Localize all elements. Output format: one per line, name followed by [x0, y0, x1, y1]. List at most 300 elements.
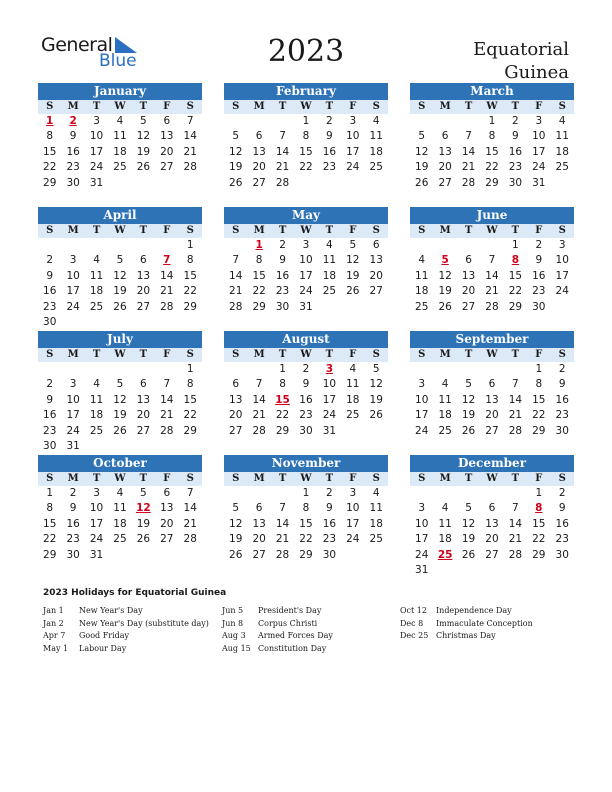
day-cell — [480, 563, 503, 578]
day-cell — [155, 439, 178, 454]
day-cell: 5 — [418, 130, 426, 143]
weekday-label: T — [325, 349, 334, 360]
day-cell: 2 — [558, 363, 566, 375]
holiday-name: Labour Day — [79, 643, 127, 653]
holiday-item — [222, 643, 333, 656]
day-cell — [457, 238, 480, 253]
day-cell: 29 — [252, 300, 266, 313]
day-cell: 14 — [160, 393, 174, 406]
week-row — [38, 269, 202, 284]
holiday-item — [400, 630, 533, 643]
month-december — [410, 455, 574, 578]
day-cell — [85, 238, 108, 253]
weekday-label: M — [439, 473, 451, 484]
day-cell: 4 — [93, 378, 100, 391]
weekday-label: T — [92, 349, 101, 360]
day-cell: 9 — [279, 254, 286, 267]
month-title: July — [38, 331, 202, 348]
day-cell: 20 — [136, 285, 151, 298]
day-cell: 16 — [275, 269, 290, 282]
month-june — [410, 207, 574, 315]
day-cell — [433, 563, 456, 578]
day-cell — [179, 548, 202, 563]
day-cell — [247, 486, 270, 501]
weekday-label: M — [253, 225, 265, 236]
day-cell: 17 — [89, 145, 104, 158]
holiday-item — [400, 618, 533, 631]
day-cell: 7 — [279, 130, 286, 143]
day-cell: 10 — [346, 130, 360, 143]
day-cell: 18 — [322, 269, 337, 282]
day-cell: 22 — [508, 285, 523, 298]
holiday-item — [222, 605, 333, 618]
weekday-label: S — [372, 473, 380, 484]
holiday-item — [400, 605, 533, 618]
day-cell: 25 — [415, 300, 429, 313]
day-cell: 25 — [89, 424, 104, 437]
weekday-label: M — [439, 225, 451, 236]
day-cell: 10 — [555, 254, 569, 267]
weekday-label: F — [163, 101, 171, 112]
day-cell: 13 — [369, 254, 383, 267]
day-cell: 8 — [46, 130, 54, 143]
weekday-label: W — [300, 473, 312, 484]
day-cell: 19 — [229, 533, 243, 546]
week-row — [224, 362, 388, 377]
weekday-label: S — [558, 349, 566, 360]
day-cell: 13 — [485, 393, 499, 406]
month-september — [410, 331, 574, 439]
week-row — [224, 548, 388, 563]
weekday-label: S — [186, 473, 194, 484]
holiday-item — [43, 618, 209, 631]
week-row — [38, 424, 202, 439]
weekday-header — [224, 224, 388, 238]
week-row — [410, 517, 574, 532]
day-cell — [132, 238, 155, 253]
day-cell: 31 — [532, 176, 546, 189]
holidays-column — [222, 605, 333, 655]
day-cell: 17 — [415, 533, 429, 546]
day-cell: 1 — [46, 487, 54, 499]
weekday-label: T — [511, 473, 520, 484]
day-cell: 10 — [415, 393, 429, 406]
day-cell: 8 — [302, 130, 310, 143]
day-cell: 26 — [461, 424, 476, 437]
week-row — [38, 501, 202, 516]
day-cell — [179, 439, 202, 454]
day-cell: 11 — [346, 378, 360, 391]
day-cell: 11 — [113, 502, 127, 515]
day-cell: 30 — [66, 176, 80, 189]
weekday-header — [410, 100, 574, 114]
day-cell: 17 — [532, 145, 546, 158]
weekday-label: S — [232, 225, 240, 236]
day-cell: 24 — [89, 161, 104, 174]
day-cell: 4 — [441, 502, 449, 515]
month-february — [224, 83, 388, 191]
weekday-label: W — [486, 225, 498, 236]
holiday-day-cell: 2 — [69, 115, 77, 127]
week-row — [38, 439, 202, 454]
day-cell — [504, 362, 527, 377]
day-cell: 7 — [512, 378, 519, 391]
weekday-label: S — [558, 473, 566, 484]
day-cell: 28 — [160, 424, 174, 437]
week-row — [224, 486, 388, 501]
day-cell: 18 — [555, 145, 569, 158]
day-cell: 30 — [555, 548, 569, 561]
month-title: January — [38, 83, 202, 100]
day-cell — [61, 315, 84, 330]
weekday-label: W — [300, 225, 312, 236]
day-cell — [341, 300, 364, 315]
day-cell: 19 — [136, 145, 151, 158]
day-cell: 26 — [346, 285, 360, 298]
day-cell: 1 — [535, 363, 543, 375]
holiday-date: Jun 5 — [222, 606, 244, 615]
day-cell: 28 — [183, 533, 197, 546]
day-cell: 6 — [488, 502, 496, 515]
country-name — [473, 38, 569, 84]
day-cell: 21 — [160, 409, 174, 422]
logo-text-general: General — [41, 34, 113, 56]
day-cell: 18 — [415, 285, 429, 298]
weekday-label: S — [186, 225, 194, 236]
day-cell: 24 — [532, 161, 546, 174]
day-cell — [38, 238, 61, 253]
week-row — [38, 532, 202, 547]
day-cell — [457, 486, 480, 501]
holiday-name: Constitution Day — [258, 643, 327, 653]
day-cell: 25 — [322, 285, 337, 298]
day-cell: 4 — [326, 239, 333, 251]
day-cell: 7 — [186, 115, 194, 127]
week-row — [38, 238, 202, 253]
day-cell — [247, 114, 270, 129]
day-cell: 3 — [535, 115, 543, 127]
day-cell: 19 — [461, 409, 476, 422]
day-cell: 5 — [232, 130, 240, 143]
week-row — [224, 145, 388, 160]
day-cell: 8 — [255, 254, 263, 267]
day-cell — [132, 362, 155, 377]
day-cell: 26 — [113, 300, 127, 313]
day-cell: 3 — [349, 487, 357, 499]
day-cell: 4 — [349, 363, 357, 375]
weekday-header — [410, 348, 574, 362]
weekday-label: T — [464, 473, 473, 484]
day-cell — [341, 424, 364, 439]
weekday-label: T — [464, 349, 473, 360]
weekday-header — [38, 348, 202, 362]
day-cell: 10 — [89, 502, 104, 515]
day-cell: 20 — [160, 517, 174, 530]
day-cell: 2 — [69, 487, 77, 499]
day-cell: 27 — [485, 424, 499, 437]
day-cell: 3 — [349, 115, 357, 127]
week-row — [410, 563, 574, 578]
day-cell: 15 — [43, 145, 57, 158]
weekday-label: T — [278, 473, 287, 484]
day-cell: 18 — [89, 409, 104, 422]
day-cell — [365, 300, 388, 315]
day-cell: 13 — [136, 269, 151, 282]
week-row — [410, 501, 574, 516]
weekday-label: S — [46, 473, 54, 484]
day-cell: 8 — [535, 378, 543, 391]
month-may — [224, 207, 388, 315]
month-title: March — [410, 83, 574, 100]
day-cell: 29 — [43, 548, 57, 561]
holiday-date: Jan 1 — [43, 606, 64, 615]
week-row — [38, 486, 202, 501]
day-cell: 23 — [43, 424, 57, 437]
day-cell: 23 — [299, 409, 313, 422]
month-title: November — [224, 455, 388, 472]
day-cell — [341, 548, 364, 563]
week-row — [224, 238, 388, 253]
day-cell: 3 — [302, 239, 310, 251]
weekday-label: T — [92, 473, 101, 484]
holiday-day-cell: 8 — [535, 502, 543, 515]
day-cell — [179, 315, 202, 330]
day-cell: 24 — [346, 533, 360, 546]
country-name-line-1: Equatorial — [473, 39, 569, 60]
day-cell: 23 — [322, 161, 337, 174]
day-cell: 12 — [229, 145, 243, 158]
holiday-day-cell: 15 — [275, 393, 290, 406]
day-cell: 25 — [346, 409, 360, 422]
day-cell: 5 — [116, 378, 124, 391]
day-cell: 2 — [302, 363, 310, 375]
day-cell: 12 — [346, 254, 360, 267]
holiday-date: Aug 3 — [222, 631, 246, 640]
weekday-label: T — [511, 225, 520, 236]
day-cell — [480, 486, 503, 501]
day-cell — [410, 238, 433, 253]
day-cell: 16 — [555, 393, 569, 406]
weekday-label: T — [278, 225, 287, 236]
day-cell: 1 — [186, 239, 194, 251]
weekday-header — [38, 100, 202, 114]
holiday-name: Christmas Day — [436, 631, 496, 640]
day-cell: 27 — [461, 300, 476, 313]
day-cell: 3 — [558, 239, 566, 251]
day-cell: 30 — [299, 424, 313, 437]
month-title: December — [410, 455, 574, 472]
day-cell: 5 — [465, 378, 472, 391]
day-cell: 1 — [535, 487, 543, 499]
day-cell — [457, 362, 480, 377]
day-cell — [271, 114, 294, 129]
day-cell: 28 — [275, 176, 290, 189]
day-cell: 11 — [415, 269, 429, 282]
day-cell: 15 — [252, 269, 266, 282]
day-cell: 24 — [322, 409, 337, 422]
week-row — [410, 408, 574, 423]
day-cell: 27 — [160, 533, 174, 546]
day-cell: 29 — [508, 300, 523, 313]
day-cell: 28 — [461, 176, 476, 189]
day-cell: 6 — [372, 239, 380, 251]
day-cell — [480, 362, 503, 377]
month-title: February — [224, 83, 388, 100]
day-cell — [179, 176, 202, 191]
week-row — [224, 253, 388, 268]
day-cell — [433, 486, 456, 501]
weekday-label: T — [325, 225, 334, 236]
week-row — [224, 269, 388, 284]
day-cell — [132, 548, 155, 563]
weekday-label: S — [418, 101, 426, 112]
month-july — [38, 331, 202, 454]
weekday-label: W — [114, 473, 126, 484]
day-cell: 6 — [465, 254, 472, 267]
week-row — [410, 362, 574, 377]
day-cell: 11 — [369, 130, 383, 143]
day-cell — [108, 548, 131, 563]
holiday-day-cell: 25 — [437, 548, 453, 561]
day-cell: 22 — [532, 409, 546, 422]
day-cell: 20 — [160, 145, 174, 158]
day-cell — [108, 315, 131, 330]
day-cell: 29 — [183, 424, 197, 437]
weekday-label: S — [418, 349, 426, 360]
day-cell: 16 — [508, 145, 523, 158]
holiday-name: New Year's Day — [79, 606, 143, 615]
weekday-label: M — [439, 349, 451, 360]
day-cell: 14 — [275, 145, 290, 158]
month-march — [410, 83, 574, 191]
day-cell: 27 — [485, 548, 499, 561]
day-cell: 6 — [140, 378, 147, 391]
day-cell: 15 — [532, 393, 546, 406]
holiday-date: Aug 15 — [222, 643, 251, 653]
day-cell: 8 — [302, 502, 310, 515]
day-cell: 30 — [555, 424, 569, 437]
day-cell — [38, 362, 61, 377]
holiday-date: Apr 7 — [43, 631, 66, 640]
day-cell: 24 — [555, 285, 569, 298]
day-cell: 18 — [346, 393, 360, 406]
day-cell: 25 — [113, 161, 127, 174]
day-cell: 15 — [183, 393, 197, 406]
day-cell: 20 — [485, 533, 499, 546]
day-cell — [132, 315, 155, 330]
day-cell: 18 — [438, 409, 452, 422]
day-cell: 5 — [232, 502, 240, 515]
day-cell: 29 — [532, 424, 546, 437]
day-cell — [433, 114, 456, 129]
day-cell: 23 — [275, 285, 290, 298]
week-row — [410, 393, 574, 408]
day-cell: 22 — [299, 161, 313, 174]
week-row — [410, 145, 574, 160]
day-cell — [85, 315, 108, 330]
day-cell: 30 — [43, 439, 57, 452]
day-cell: 12 — [369, 378, 383, 391]
weekday-label: T — [139, 101, 148, 112]
day-cell: 9 — [69, 502, 77, 515]
weekday-label: T — [139, 349, 148, 360]
day-cell: 1 — [186, 363, 194, 375]
day-cell — [365, 548, 388, 563]
day-cell: 7 — [163, 378, 171, 391]
day-cell: 27 — [160, 161, 174, 174]
day-cell: 28 — [183, 161, 197, 174]
week-row — [224, 408, 388, 423]
week-row — [410, 129, 574, 144]
day-cell: 21 — [275, 161, 290, 174]
day-cell: 30 — [275, 300, 290, 313]
day-cell: 7 — [279, 502, 286, 515]
day-cell — [433, 238, 456, 253]
day-cell: 8 — [46, 502, 54, 515]
day-cell: 12 — [415, 145, 429, 158]
day-cell: 6 — [441, 130, 449, 143]
holidays-title: 2023 Holidays for Equatorial Guinea — [43, 588, 227, 598]
weekday-label: F — [535, 101, 543, 112]
week-row — [38, 160, 202, 175]
day-cell: 19 — [415, 161, 429, 174]
week-row — [38, 548, 202, 563]
day-cell — [271, 486, 294, 501]
day-cell: 30 — [43, 315, 57, 328]
day-cell: 14 — [508, 517, 523, 530]
weekday-label: W — [300, 349, 312, 360]
day-cell: 28 — [485, 300, 499, 313]
day-cell — [155, 548, 178, 563]
month-january — [38, 83, 202, 191]
day-cell: 6 — [163, 115, 171, 127]
day-cell — [224, 486, 247, 501]
weekday-label: F — [349, 225, 357, 236]
day-cell: 19 — [113, 285, 127, 298]
day-cell: 13 — [160, 130, 174, 143]
week-row — [38, 517, 202, 532]
day-cell: 15 — [532, 517, 546, 530]
day-cell: 5 — [465, 502, 472, 515]
week-row — [410, 300, 574, 315]
day-cell: 29 — [532, 548, 546, 561]
day-cell: 13 — [461, 269, 476, 282]
week-row — [410, 269, 574, 284]
day-cell: 17 — [415, 409, 429, 422]
week-row — [410, 160, 574, 175]
holiday-date: May 1 — [43, 643, 69, 653]
day-cell: 2 — [326, 487, 333, 499]
week-row — [224, 300, 388, 315]
day-cell: 16 — [322, 145, 337, 158]
day-cell: 25 — [89, 300, 104, 313]
day-cell: 5 — [372, 363, 380, 375]
day-cell: 24 — [89, 533, 104, 546]
weekday-header — [224, 100, 388, 114]
day-cell: 16 — [66, 145, 80, 158]
holiday-item — [43, 643, 209, 656]
day-cell: 3 — [69, 254, 77, 267]
weekday-label: S — [372, 101, 380, 112]
day-cell: 14 — [183, 130, 197, 143]
holiday-day-cell: 5 — [441, 254, 449, 267]
holiday-item — [43, 605, 209, 618]
day-cell: 23 — [532, 285, 546, 298]
weekday-label: T — [511, 349, 520, 360]
day-cell: 17 — [346, 517, 360, 530]
weekday-header — [410, 472, 574, 486]
week-row — [224, 284, 388, 299]
